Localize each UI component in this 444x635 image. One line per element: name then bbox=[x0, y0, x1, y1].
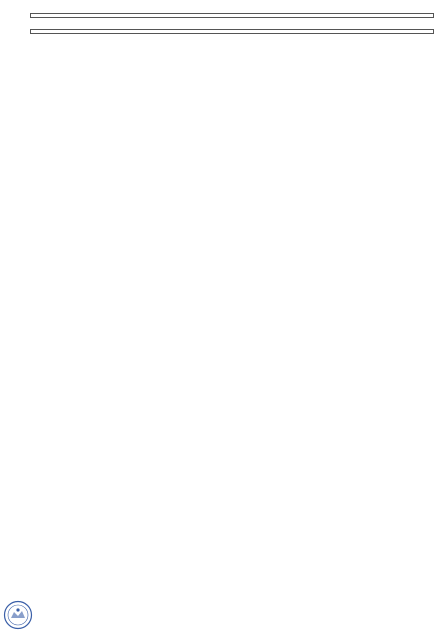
article-9-quinquies-section bbox=[34, 29, 430, 34]
seal-logo-icon bbox=[3, 600, 33, 630]
document-body bbox=[34, 2, 430, 34]
